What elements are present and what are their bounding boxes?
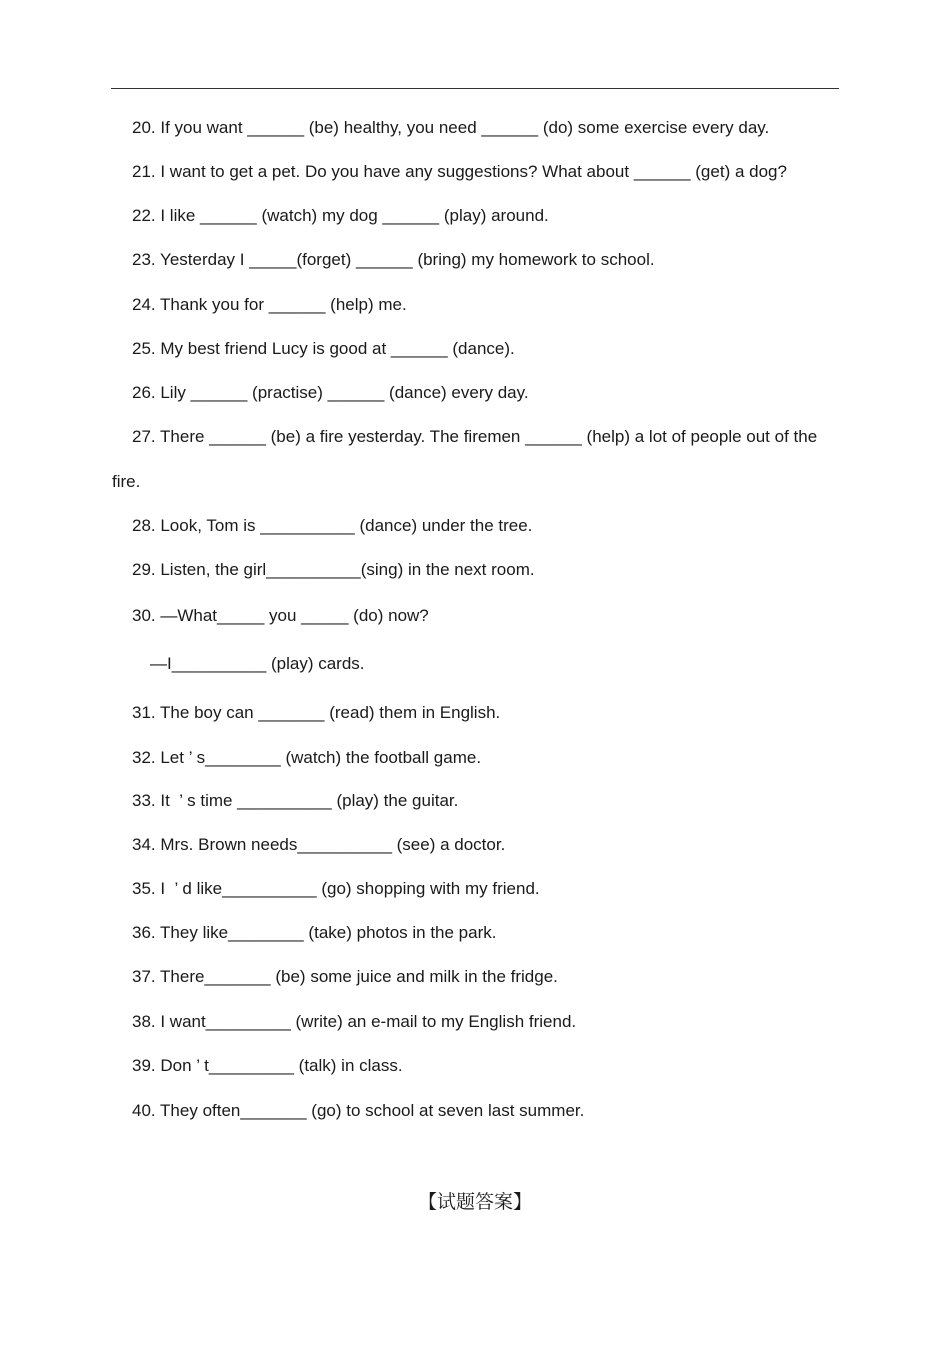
question-24: 24. Thank you for ______ (help) me. xyxy=(132,295,407,314)
question-32: 32. Let ’ s________ (watch) the football game. xyxy=(132,748,482,767)
answers-heading: 【试题答案】 xyxy=(417,1191,532,1213)
header-rule xyxy=(111,88,839,89)
question-39: 39. Don ’ t_________ (talk) in class. xyxy=(132,1056,403,1075)
question-30-reply: —I__________ (play) cards. xyxy=(150,654,365,673)
question-33: 33. It ’ s time __________ (play) the guitar. xyxy=(132,791,459,810)
question-31: 31. The boy can _______ (read) them in English. xyxy=(132,703,501,722)
question-40: 40. They often_______ (go) to school at seven last summer. xyxy=(132,1101,585,1120)
question-22: 22. I like ______ (watch) my dog ______ (play) around. xyxy=(132,206,549,225)
question-30: 30. —What_____ you _____ (do) now? xyxy=(132,606,429,625)
question-20: 20. If you want ______ (be) healthy, you need ______ (do) some exercise every day. xyxy=(132,118,770,137)
question-36: 36. They like________ (take) photos in the park. xyxy=(132,923,497,942)
question-23: 23. Yesterday I _____(forget) ______ (bring) my homework to school. xyxy=(132,250,655,269)
question-37: 37. There_______ (be) some juice and milk in the fridge. xyxy=(132,967,558,986)
question-34: 34. Mrs. Brown needs__________ (see) a doctor. xyxy=(132,835,506,854)
question-21: 21. I want to get a pet. Do you have any suggestions? What about ______ (get) a dog? xyxy=(132,162,787,181)
question-35: 35. I ’ d like__________ (go) shopping with my friend. xyxy=(132,879,540,898)
question-26: 26. Lily ______ (practise) ______ (dance) every day. xyxy=(132,383,529,402)
question-28: 28. Look, Tom is __________ (dance) under the tree. xyxy=(132,516,533,535)
question-27-continued: fire. xyxy=(112,472,141,491)
question-25: 25. My best friend Lucy is good at ______ (dance). xyxy=(132,339,515,358)
question-29: 29. Listen, the girl__________(sing) in the next room. xyxy=(132,560,535,579)
question-27: 27. There ______ (be) a fire yesterday. The firemen ______ (help) a lot of people out of the xyxy=(132,427,818,446)
question-38: 38. I want_________ (write) an e-mail to my English friend. xyxy=(132,1012,577,1031)
